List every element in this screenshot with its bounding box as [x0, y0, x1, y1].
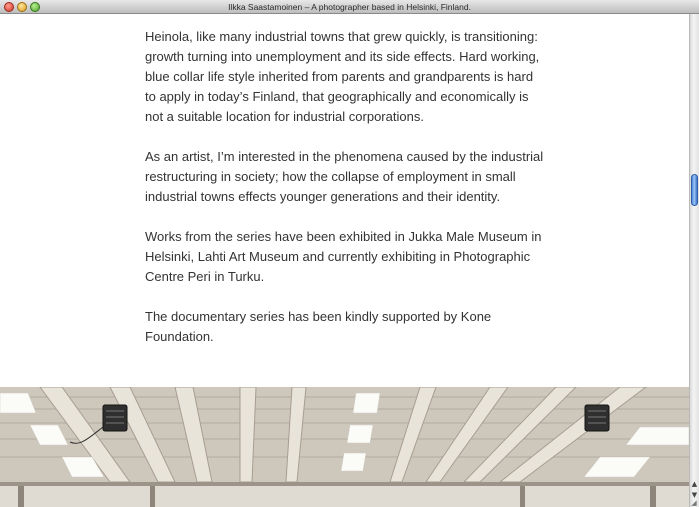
vertical-scrollbar[interactable] [689, 14, 699, 507]
article-paragraph-4: The documentary series has been kindly supported by Kone Foundation. [145, 309, 492, 344]
industrial-hall-photo [0, 387, 689, 507]
page-content[interactable] [0, 14, 689, 507]
resize-handle-icon[interactable]: ◢ [691, 499, 697, 507]
article-paragraph-1: Heinola, like many industrial towns that grew quickly, is transitioning: growth turning into unemployment and its side effects. Hard working, blue collar life style inherited from parents and grandparents is hard to apply in today’s Finland, that geographically and economically is not a suitable location for industrial corporations. [145, 29, 540, 124]
scrollbar-thumb[interactable] [691, 174, 698, 206]
scroll-down-icon[interactable]: ▼ [691, 491, 698, 499]
industrial-hall-photo-image [0, 387, 689, 507]
article-paragraph-2: As an artist, I’m interested in the phenomena caused by the industrial restructuring in society; how the collapse of employment in small industrial towns effects younger generations and their identity. [145, 149, 544, 204]
article-text [145, 27, 545, 367]
article-paragraph-3: Works from the series have been exhibited in Jukka Male Museum in Helsinki, Lahti Art Museum and currently exhibiting in Photographic Centre Peri in Turku. [145, 229, 542, 284]
scroll-up-icon[interactable]: ▲ [691, 480, 698, 488]
window-title: Ilkka Saastamoinen – A photographer based in Helsinki, Finland. [228, 2, 471, 12]
window-titlebar[interactable] [0, 0, 699, 14]
